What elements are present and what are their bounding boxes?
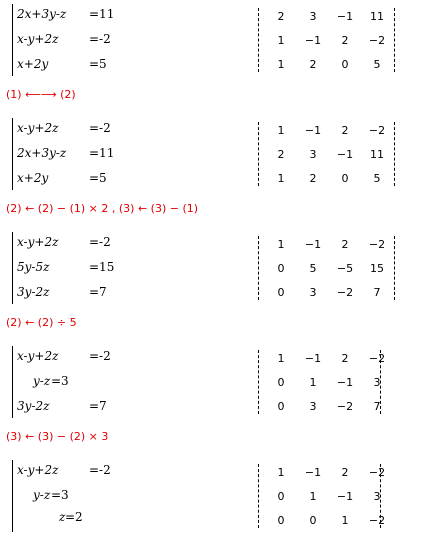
- row-operation-1: (1) ⟵⟶ (2): [6, 88, 76, 101]
- equation-rhs: =15: [89, 260, 115, 274]
- matrix-cell: −5: [336, 262, 354, 275]
- equation-1: x-y+2z =-2: [17, 121, 111, 135]
- matrix-cell: 0: [277, 514, 285, 527]
- matrix-cell: 0: [277, 490, 285, 503]
- equation-3: x+2y =5: [17, 171, 107, 185]
- equation-system: [12, 232, 115, 304]
- matrix-cell: 1: [277, 238, 285, 251]
- matrix-left-bar: [258, 350, 260, 414]
- matrix-cell: 7: [373, 400, 381, 413]
- matrix-cell: 5: [373, 58, 381, 71]
- augmented-matrix: [258, 460, 398, 532]
- matrix-cell: 0: [309, 514, 317, 527]
- step-2: [0, 232, 421, 308]
- equation-rhs: =2: [65, 510, 83, 524]
- matrix-cell: 2: [341, 34, 349, 47]
- matrix-cell: 0: [341, 172, 349, 185]
- equation-3: 3y-2z =7: [17, 285, 107, 299]
- matrix-cell: −1: [336, 376, 354, 389]
- matrix-right-bar: [394, 8, 396, 72]
- equation-2: y-z =3: [33, 374, 69, 388]
- equation-rhs: =3: [51, 374, 69, 388]
- matrix-cell: 2: [341, 238, 349, 251]
- matrix-cell: 2: [341, 352, 349, 365]
- matrix-cell: 1: [309, 376, 317, 389]
- matrix-right-bar: [394, 236, 396, 300]
- matrix-cell: −2: [368, 352, 386, 365]
- matrix-cell: −1: [304, 34, 322, 47]
- equation-rhs: =7: [89, 399, 107, 413]
- matrix-cell: −1: [304, 352, 322, 365]
- equation-system: [12, 4, 115, 76]
- matrix-cell: 2: [309, 172, 317, 185]
- row-operation-4: (3) ← (3) − (2) × 3: [6, 430, 109, 443]
- matrix-cell: 3: [309, 148, 317, 161]
- equation-rhs: =5: [89, 57, 107, 71]
- matrix-cell: 11: [370, 148, 384, 161]
- matrix-cell: −1: [304, 238, 322, 251]
- equation-system: [12, 460, 111, 532]
- equation-rhs: =-2: [89, 121, 111, 135]
- matrix-cell: −1: [336, 148, 354, 161]
- matrix-cell: 1: [277, 352, 285, 365]
- matrix-cell: 5: [373, 172, 381, 185]
- matrix-left-bar: [258, 122, 260, 186]
- equation-system: [12, 346, 111, 418]
- matrix-cell: −2: [368, 238, 386, 251]
- matrix-cell: −1: [304, 466, 322, 479]
- matrix-cell: −1: [336, 10, 354, 23]
- equation-3: x+2y =5: [17, 57, 107, 71]
- step-3: [0, 346, 421, 422]
- matrix-cell: 1: [341, 514, 349, 527]
- equation-rhs: =5: [89, 171, 107, 185]
- matrix-cell: 3: [309, 286, 317, 299]
- equation-2: y-z =3: [33, 488, 69, 502]
- equation-3: z =2: [59, 510, 83, 524]
- matrix-cell: 1: [277, 172, 285, 185]
- step-0: [0, 4, 421, 80]
- matrix-cell: 0: [277, 400, 285, 413]
- matrix-right-bar: [394, 122, 396, 186]
- augmented-matrix: [258, 232, 398, 304]
- matrix-cell: 2: [277, 148, 285, 161]
- matrix-cell: 3: [309, 400, 317, 413]
- step-1: [0, 118, 421, 194]
- matrix-cell: −1: [336, 490, 354, 503]
- matrix-cell: 0: [341, 58, 349, 71]
- matrix-cell: 2: [309, 58, 317, 71]
- step-4: [0, 460, 421, 536]
- matrix-cell: 3: [373, 490, 381, 503]
- matrix-cell: 1: [277, 34, 285, 47]
- matrix-cell: 2: [277, 10, 285, 23]
- matrix-cell: 2: [341, 124, 349, 137]
- matrix-cell: −2: [368, 466, 386, 479]
- equation-rhs: =-2: [89, 463, 111, 477]
- equation-2: 2x+3y-z =11: [17, 146, 115, 160]
- row-operation-2: (2) ← (2) − (1) × 2 , (3) ← (3) − (1): [6, 202, 199, 215]
- matrix-cell: 0: [277, 286, 285, 299]
- augmented-matrix: [258, 346, 398, 418]
- equation-rhs: =-2: [89, 32, 111, 46]
- matrix-cell: −2: [336, 286, 354, 299]
- augmented-matrix: [258, 4, 398, 76]
- equation-system: [12, 118, 115, 190]
- matrix-cell: 1: [277, 58, 285, 71]
- matrix-cell: −2: [368, 124, 386, 137]
- matrix-cell: 0: [277, 376, 285, 389]
- matrix-cell: −1: [304, 124, 322, 137]
- equation-rhs: =-2: [89, 235, 111, 249]
- matrix-cell: 1: [277, 466, 285, 479]
- matrix-cell: 3: [309, 10, 317, 23]
- equation-rhs: =3: [51, 488, 69, 502]
- matrix-cell: 3: [373, 376, 381, 389]
- matrix-left-bar: [258, 464, 260, 528]
- matrix-cell: 2: [341, 466, 349, 479]
- equation-2: 5y-5z =15: [17, 260, 115, 274]
- equation-1: 2x+3y-z =11: [17, 7, 115, 21]
- equation-rhs: =7: [89, 285, 107, 299]
- matrix-cell: 5: [309, 262, 317, 275]
- matrix-left-bar: [258, 8, 260, 72]
- equation-rhs: =11: [89, 146, 115, 160]
- equation-rhs: =11: [89, 7, 115, 21]
- matrix-left-bar: [258, 236, 260, 300]
- equation-rhs: =-2: [89, 349, 111, 363]
- matrix-cell: 11: [370, 10, 384, 23]
- matrix-cell: −2: [368, 34, 386, 47]
- equation-1: x-y+2z =-2: [17, 235, 111, 249]
- augmented-matrix: [258, 118, 398, 190]
- equation-3: 3y-2z =7: [17, 399, 107, 413]
- matrix-cell: 1: [277, 124, 285, 137]
- equation-2: x-y+2z =-2: [17, 32, 111, 46]
- matrix-cell: 1: [309, 490, 317, 503]
- matrix-cell: −2: [336, 400, 354, 413]
- equation-1: x-y+2z =-2: [17, 349, 111, 363]
- row-operation-3: (2) ← (2) ÷ 5: [6, 316, 77, 329]
- matrix-cell: 7: [373, 286, 381, 299]
- matrix-cell: −2: [368, 514, 386, 527]
- matrix-cell: 15: [370, 262, 384, 275]
- equation-1: x-y+2z =-2: [17, 463, 111, 477]
- matrix-cell: 0: [277, 262, 285, 275]
